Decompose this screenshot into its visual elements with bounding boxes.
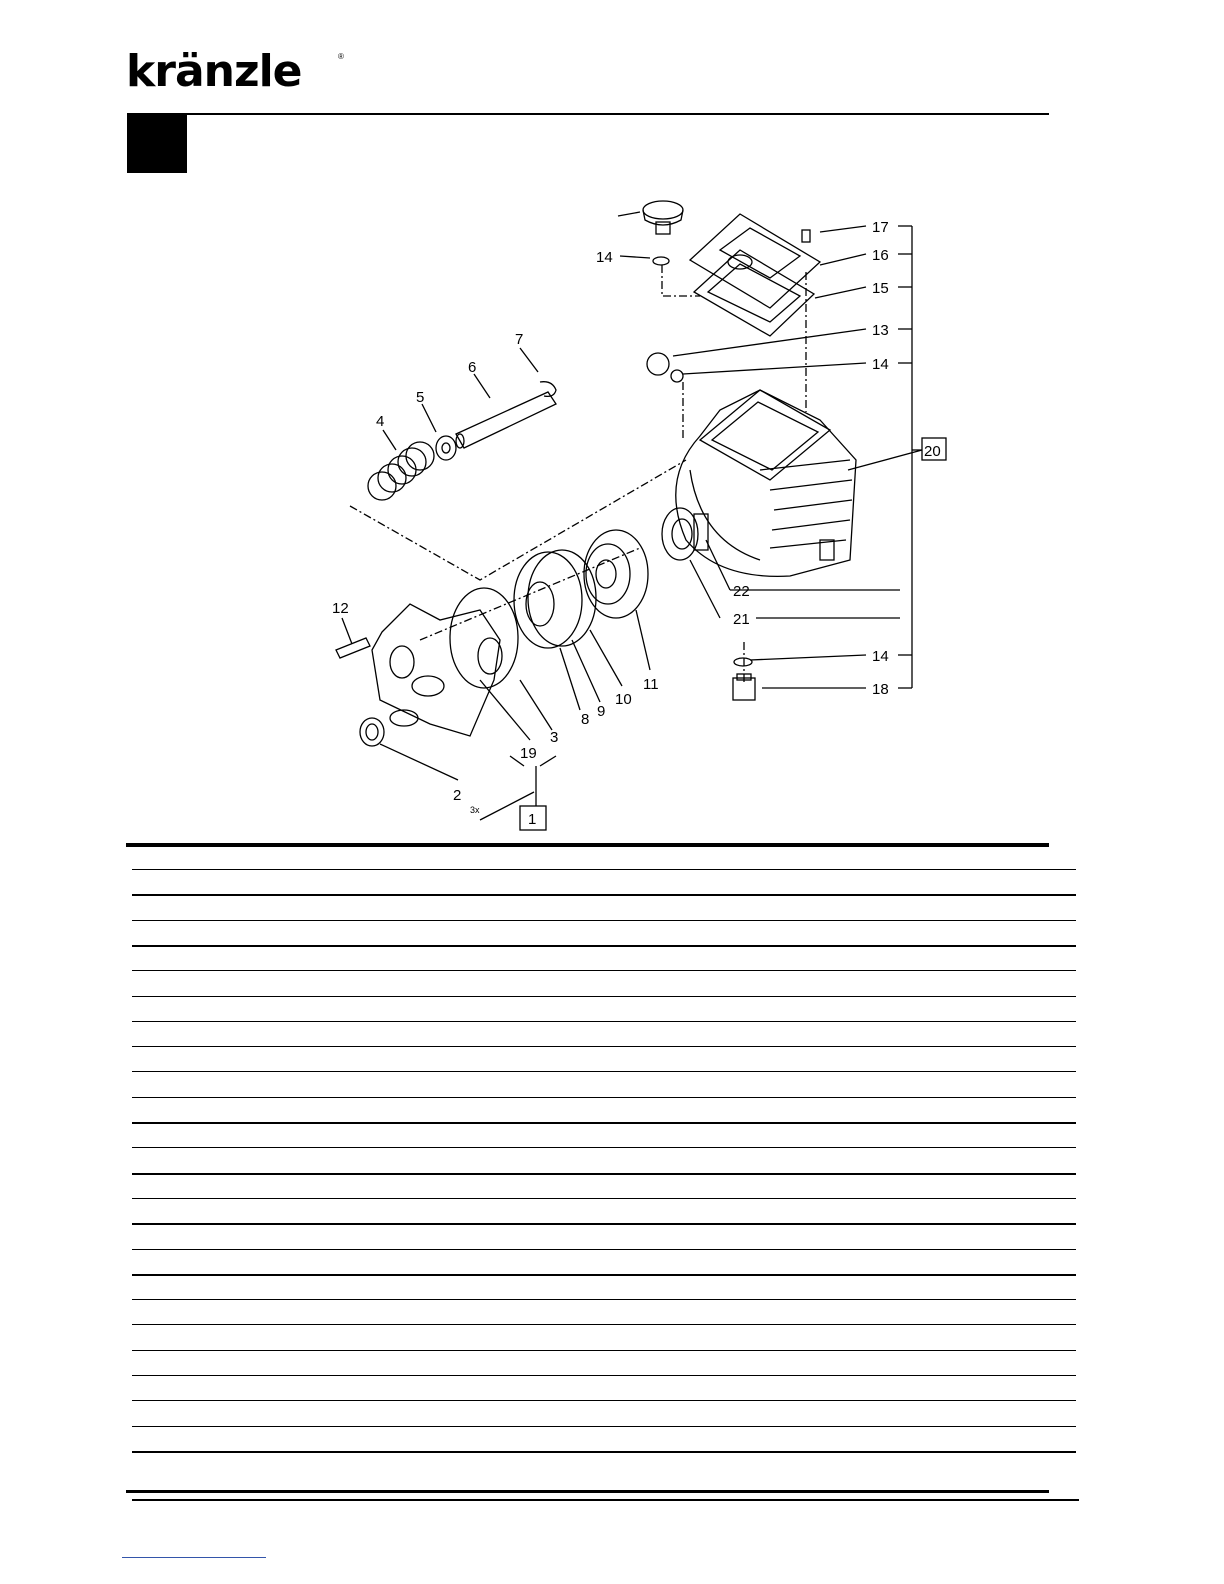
callout-15: 15 (872, 280, 889, 297)
footer-link-underline[interactable] (122, 1557, 266, 1558)
callout-12: 12 (332, 600, 349, 617)
callout-19: 19 (520, 745, 537, 762)
table-row (132, 894, 1076, 896)
registered-mark: ® (338, 52, 344, 61)
table-row (132, 1122, 1076, 1124)
table-row (132, 970, 1076, 971)
table-row (132, 1071, 1076, 1072)
callout-22: 22 (733, 583, 750, 600)
parts-table-bottom-rule-secondary (132, 1499, 1079, 1501)
parts-table-top-rule (126, 843, 1049, 847)
callout-14-mid: 14 (872, 356, 889, 373)
callout-11: 11 (643, 676, 659, 693)
table-row (132, 1324, 1076, 1325)
table-row (132, 1350, 1076, 1351)
callout-14-top: 14 (596, 249, 613, 266)
callout-20: 20 (924, 443, 941, 460)
table-row (132, 1299, 1076, 1300)
callout-8: 8 (581, 711, 590, 728)
table-row (132, 1249, 1076, 1250)
parts-table-bottom-rule (126, 1490, 1049, 1493)
multiplier-3x: 3x (470, 805, 480, 815)
table-row (132, 1451, 1076, 1453)
callout-16: 16 (872, 247, 889, 264)
kranzle-logo: kränzle (126, 46, 302, 97)
table-row (132, 1097, 1076, 1098)
table-row (132, 945, 1076, 947)
table-row (132, 1426, 1076, 1427)
callout-1: 1 (528, 811, 537, 828)
callout-18: 18 (872, 681, 889, 698)
callout-14-bottom: 14 (872, 648, 889, 665)
table-row (132, 1173, 1076, 1175)
table-row (132, 1021, 1076, 1022)
callout-7: 7 (515, 331, 524, 348)
callout-2: 2 (453, 787, 462, 804)
table-row (132, 1198, 1076, 1199)
callout-3: 3 (550, 729, 559, 746)
callout-21: 21 (733, 611, 750, 628)
callout-9: 9 (597, 703, 606, 720)
callout-17: 17 (872, 219, 889, 236)
table-row (132, 920, 1076, 921)
callout-13: 13 (872, 322, 889, 339)
table-row (132, 1223, 1076, 1225)
callout-4: 4 (376, 413, 385, 430)
table-row (132, 1147, 1076, 1148)
callout-5: 5 (416, 389, 425, 406)
table-row (132, 1046, 1076, 1047)
callout-10: 10 (615, 691, 632, 708)
table-row (132, 1274, 1076, 1276)
table-row (132, 996, 1076, 997)
table-row (132, 869, 1076, 870)
table-row (132, 1400, 1076, 1401)
callout-6: 6 (468, 359, 477, 376)
table-row (132, 1375, 1076, 1376)
